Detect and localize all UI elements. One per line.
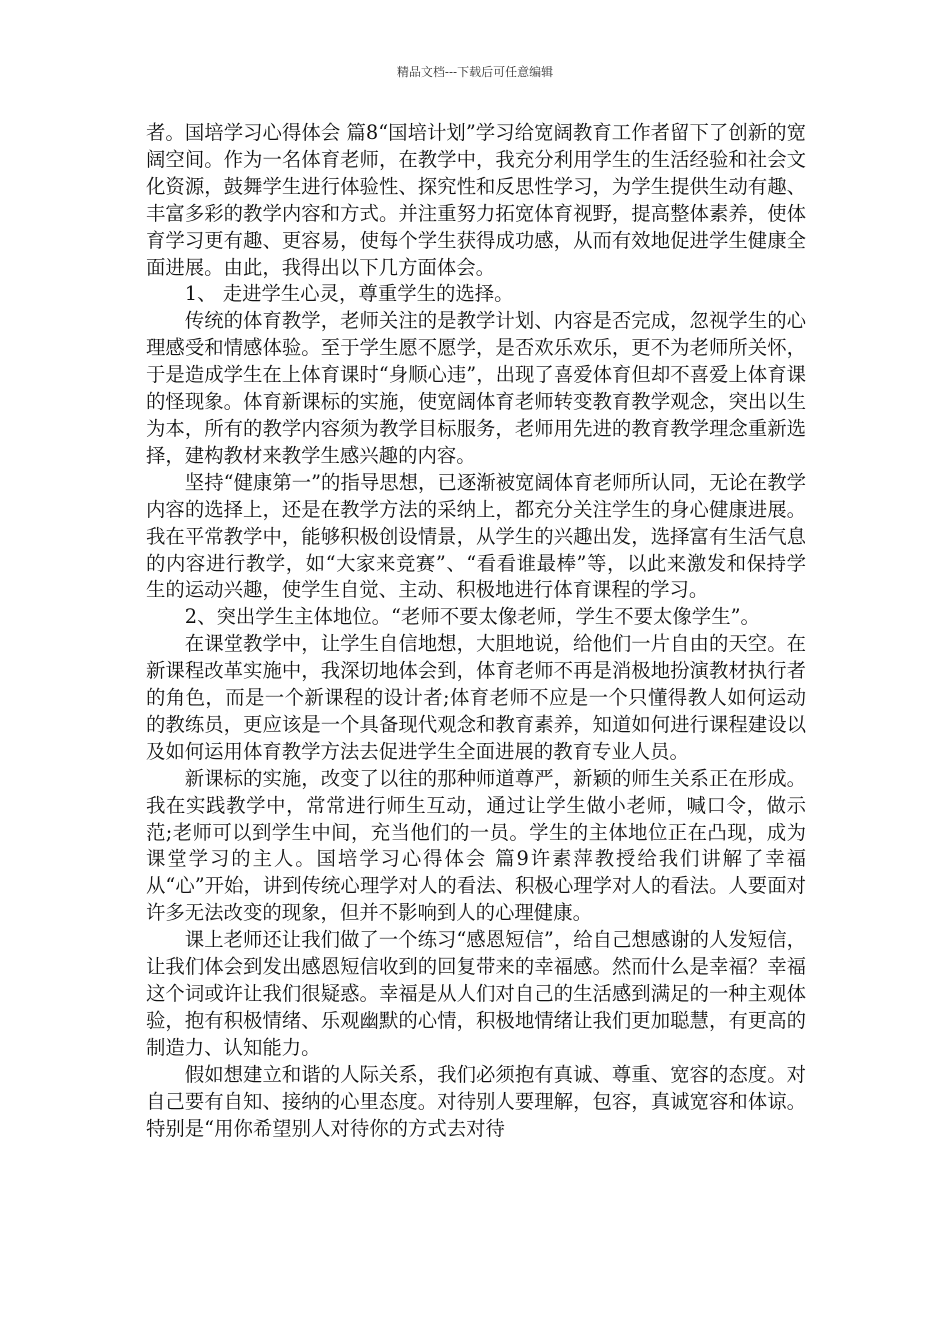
paragraph-continuation: 者。国培学习心得体会 篇8“国培计划”学习给宽阔教育工作者留下了创新的宽阔空间。作为一名体育老师，在教学中，我充分利用学生的生活经验和社会文化资源，鼓舞学生进行体验性、探究性和反思性学习，为学生提供生动有趣、丰富多彩的教学内容和方式。并注重努力拓宽体育视野，提高整体素养，使体育学习更有趣、更容易，使每个学生获得成功感，从而有效地促进学生健康全面进展。由此，我得出以下几方面体会。 [146, 121, 806, 279]
paragraph: 传统的体育教学，老师关注的是教学计划、内容是否完成，忽视学生的心理感受和情感体验。至于学生愿不愿学，是否欢乐欢乐，更不为老师所关怀，于是造成学生在上体育课时“身顺心违”，出现了喜爱体育但却不喜爱上体育课的怪现象。体育新课标的实施，使宽阔体育老师转变教育教学观念，突出以生为本，所有的教学内容须为教学目标服务，老师用先进的教育教学理念重新选择，建构教材来教学生感兴趣的内容。 [146, 309, 806, 467]
paragraph: 坚持“健康第一”的指导思想，已逐渐被宽阔体育老师所认同，无论在教学内容的选择上，还是在教学方法的采纳上，都充分关注学生的身心健康进展。我在平常教学中，能够积极创设情景，从学生的兴趣出发，选择富有生活气息的内容进行教学，如“大家来竞赛”、“看看谁最棒”等，以此来激发和保持学生的运动兴趣，使学生自觉、主动、积极地进行体育课程的学习。 [146, 470, 806, 602]
paragraph: 假如想建立和谐的人际关系，我们必须抱有真诚、尊重、宽容的态度。对自己要有自知、接纳的心里态度。对待别人要理解，包容，真诚宽容和体谅。特别是“用你希望别人对待你的方式去对待 [146, 1062, 806, 1140]
page-header: 精品文档---下载后可任意编辑 [396, 65, 554, 79]
paragraph: 课上老师还让我们做了一个练习“感恩短信”，给自己想感谢的人发短信，让我们体会到发出感恩短信收到的回复带来的幸福感。然而什么是幸福？幸福这个词或许让我们很疑惑。幸福是从人们对自己的生活感到满足的一种主观体验，抱有积极情绪、乐观幽默的心情，积极地情绪让我们更加聪慧，有更高的制造力、认知能力。 [146, 928, 806, 1059]
section-heading-1: 1、 走进学生心灵，尊重学生的选择。 [184, 282, 514, 306]
paragraph: 新课标的实施，改变了以往的那种师道尊严，新颖的师生关系正在形成。我在实践教学中，常常进行师生互动，通过让学生做小老师，喊口令，做示范;老师可以到学生中间，充当他们的一员。学生的主体地位正在凸现，成为课堂学习的主人。国培学习心得体会 篇9许素萍教授给我们讲解了幸福从“心”开始，讲到传统心理学对人的看法、积极心理学对人的看法。人要面对许多无法改变的现象，但并不影响到人的心理健康。 [146, 766, 806, 925]
section-heading-2: 2、突出学生主体地位。“老师不要太像老师，学生不要太像学生”。 [184, 605, 760, 629]
paragraph: 在课堂教学中，让学生自信地想，大胆地说，给他们一片自由的天空。在新课程改革实施中，我深切地体会到，体育老师不再是消极地扮演教材执行者的角色，而是一个新课程的设计者;体育老师不应是一个只懂得教人如何运动的教练员，更应该是一个具备现代观念和教育素养，知道如何进行课程建设以及如何运用体育教学方法去促进学生全面进展的教育专业人员。 [146, 632, 806, 763]
document-body [146, 120, 806, 1142]
